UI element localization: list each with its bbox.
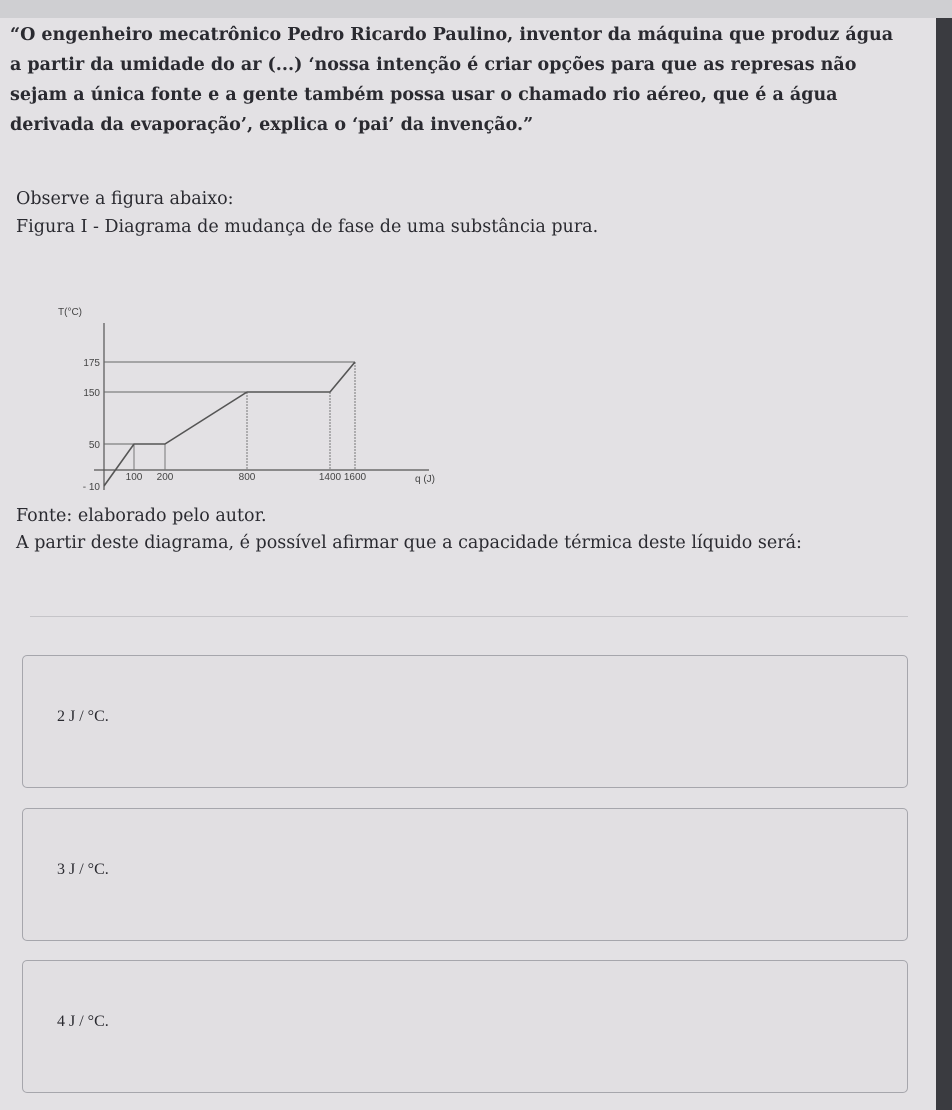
- question-text: A partir deste diagrama, é possível afirmar que a capacidade térmica deste líquido será:: [16, 533, 802, 553]
- x-tick-label: 100: [125, 472, 143, 483]
- answer-option-a[interactable]: [22, 655, 908, 788]
- instruction-text: Observe a figura abaixo:: [16, 189, 234, 209]
- screen-bezel: [936, 18, 952, 1110]
- option-label: 4 J / °C.: [57, 1013, 109, 1030]
- divider: [30, 616, 908, 617]
- figure-source: Fonte: elaborado pelo autor.: [16, 506, 267, 526]
- x-tick-label: 1400: [318, 472, 342, 483]
- option-label: 3 J / °C.: [57, 861, 109, 878]
- x-axis-label: q (J): [415, 474, 435, 485]
- heating-curve: [104, 362, 355, 486]
- answer-option-c[interactable]: [22, 960, 908, 1093]
- y-tick-label: 175: [83, 358, 100, 369]
- x-tick-label: 800: [238, 472, 256, 483]
- x-tick-label: 1600: [343, 472, 367, 483]
- phase-change-chart: [50, 295, 460, 500]
- y-tick-label: 50: [88, 440, 100, 451]
- screen-top-edge: [0, 0, 952, 18]
- y-tick-label: - 10: [82, 482, 100, 493]
- x-tick-label: 200: [156, 472, 174, 483]
- figure-caption: Figura I - Diagrama de mudança de fase de uma substância pura.: [16, 217, 599, 237]
- y-axis-label: T(°C): [58, 307, 82, 318]
- y-tick-label: 150: [83, 388, 100, 399]
- answer-option-b[interactable]: [22, 808, 908, 941]
- quote-text: “O engenheiro mecatrônico Pedro Ricardo Paulino, inventor da máquina que produz água a partir da umidade do ar (...) ‘nossa intenção é criar opções para que as represas não sejam a única fonte e a gente também possa usar o chamado rio aéreo, que é a água derivada da evaporação’, explica o ‘pai’ da invenção.”: [10, 25, 894, 135]
- option-label: 2 J / °C.: [57, 708, 109, 725]
